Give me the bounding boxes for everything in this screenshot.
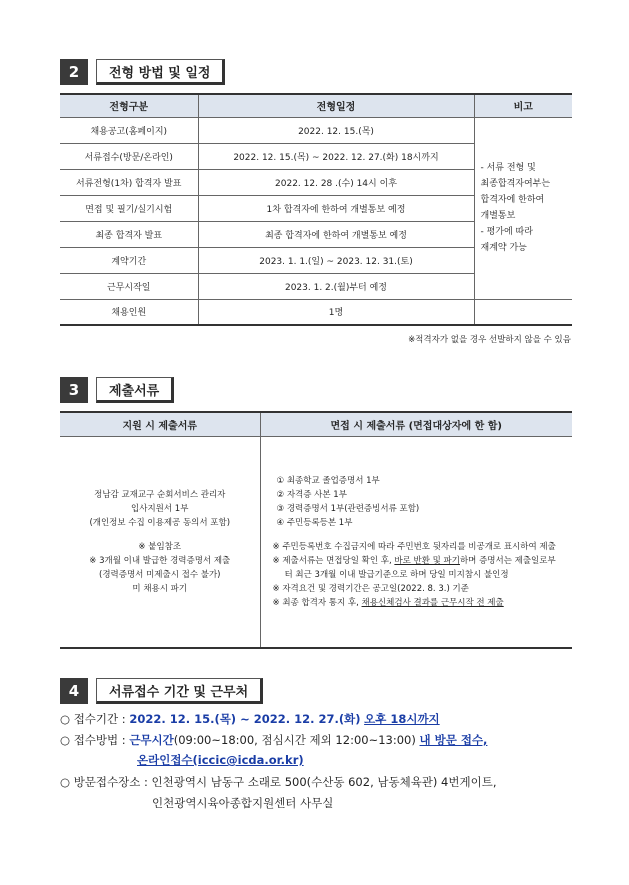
interview-docs-cell (260, 436, 572, 648)
table-row (60, 117, 572, 143)
doc-note: ※ 최종 합격자 통지 후, 채용신체검사 결과를 근무시작 전 제출 (272, 597, 504, 608)
table-header-row (60, 412, 572, 436)
application-method: ○ 접수방법 : 근무시간(09:00~18:00, 점심시간 제외 12:00~13:00) 내 방문 접수, (60, 733, 488, 747)
application-period: ○ 접수기간 : 2022. 12. 15.(목) ~ 2022. 12. 27.(화) 오후 18시까지 (60, 712, 440, 726)
section-number: 2 (60, 59, 88, 85)
schedule-cell: 2022. 12. 28 .(수) 14시 이후 (198, 169, 474, 195)
remark-line: - 평가에 따라 (480, 227, 533, 237)
remarks-empty-cell (474, 299, 572, 325)
doc-item: ③ 경력증명서 1부(관련증빙서류 포함) (276, 503, 420, 514)
doc-note: ※ 자격요건 및 경력기간은 공고일(2022. 8. 3.) 기준 (272, 583, 469, 594)
selection-footnote: ※적격자가 없을 경우 선발하지 않을 수 있음 (408, 335, 571, 345)
doc-note: ※ 붙임참조 (138, 541, 182, 552)
section-3-header (60, 377, 174, 403)
online-email-link[interactable]: 온라인접수(iccic@icda.or.kr) (137, 753, 304, 767)
section-number: 4 (60, 678, 88, 704)
stage-cell: 근무시작일 (60, 273, 198, 299)
doc-item: ④ 주민등록등본 1부 (276, 517, 353, 528)
remark-line: 재계약 가능 (480, 243, 527, 253)
remark-line: - 서류 전형 및 (480, 163, 536, 173)
section-title: 서류접수 기간 및 근무처 (96, 678, 263, 704)
section-4-header (60, 678, 263, 704)
stage-cell: 서류전형(1차) 합격자 발표 (60, 169, 198, 195)
doc-note: 미 채용시 파기 (132, 583, 188, 594)
schedule-cell: 2023. 1. 1.(일) ~ 2023. 12. 31.(토) (198, 247, 474, 273)
doc-note: ※ 3개월 이내 발급한 경력증명서 제출 (89, 555, 231, 566)
stage-cell: 채용인원 (60, 299, 198, 325)
visit-location: ○ 방문접수장소 : 인천광역시 남동구 소래로 500(수산동 602, 남동체육관) 4번게이트, (60, 775, 497, 789)
section-title: 제출서류 (96, 377, 174, 403)
section-2-header (60, 59, 225, 85)
doc-note: (경력증명서 미제출시 접수 불가) (99, 569, 221, 580)
table-header-row (60, 94, 572, 117)
table-row (60, 299, 572, 325)
schedule-cell: 2023. 1. 2.(월)부터 예정 (198, 273, 474, 299)
column-header: 면접 시 제출서류 (면접대상자에 한 함) (260, 412, 572, 436)
column-header: 전형일정 (198, 94, 474, 117)
schedule-cell: 최종 합격자에 한하여 개별통보 예정 (198, 221, 474, 247)
column-header: 전형구분 (60, 94, 198, 117)
table-row (60, 436, 572, 648)
section-title: 전형 방법 및 일정 (96, 59, 225, 85)
doc-item: ② 자격증 사본 1부 (276, 489, 347, 500)
column-header: 비고 (474, 94, 572, 117)
schedule-cell: 2022. 12. 15.(목) ~ 2022. 12. 27.(화) 18시까지 (198, 143, 474, 169)
schedule-cell: 1명 (198, 299, 474, 325)
doc-note: ※ 주민등록번호 수집금지에 따라 주민번호 뒷자리를 비공개로 표시하여 제출 (272, 541, 556, 552)
doc-line: 정남감 교재교구 순회서비스 관리자 (94, 489, 226, 500)
application-docs-cell (60, 436, 260, 648)
remark-line: 최종합격자여부는 (480, 179, 551, 189)
remarks-cell (474, 117, 572, 299)
schedule-table (60, 93, 572, 326)
online-application (137, 751, 304, 769)
remark-line: 개별통보 (480, 211, 516, 221)
stage-cell: 최종 합격자 발표 (60, 221, 198, 247)
stage-cell: 채용공고(홈페이지) (60, 117, 198, 143)
doc-note: ※ 제출서류는 면접당일 확인 후, 바로 반환 및 파기하며 증명서는 제출일로부터 최근 3개월 이내 발급기준으로 하며 당일 미지참시 불인정 (272, 555, 556, 580)
documents-table (60, 411, 572, 649)
stage-cell: 서류접수(방문/온라인) (60, 143, 198, 169)
schedule-cell: 1차 합격자에 한하여 개별통보 예정 (198, 195, 474, 221)
doc-item: ① 최종학교 졸업증명서 1부 (276, 475, 380, 486)
visit-location-line2: 인천광역시육아종합지원센터 사무실 (152, 796, 334, 810)
stage-cell: 계약기간 (60, 247, 198, 273)
doc-line: (개인정보 수집 이용제공 동의서 포함) (89, 517, 231, 528)
schedule-cell: 2022. 12. 15.(목) (198, 117, 474, 143)
stage-cell: 면접 및 필기/실기시험 (60, 195, 198, 221)
column-header: 지원 시 제출서류 (60, 412, 260, 436)
section-number: 3 (60, 377, 88, 403)
remark-line: 합격자에 한하여 (480, 195, 545, 205)
doc-line: 입사지원서 1부 (131, 503, 189, 514)
